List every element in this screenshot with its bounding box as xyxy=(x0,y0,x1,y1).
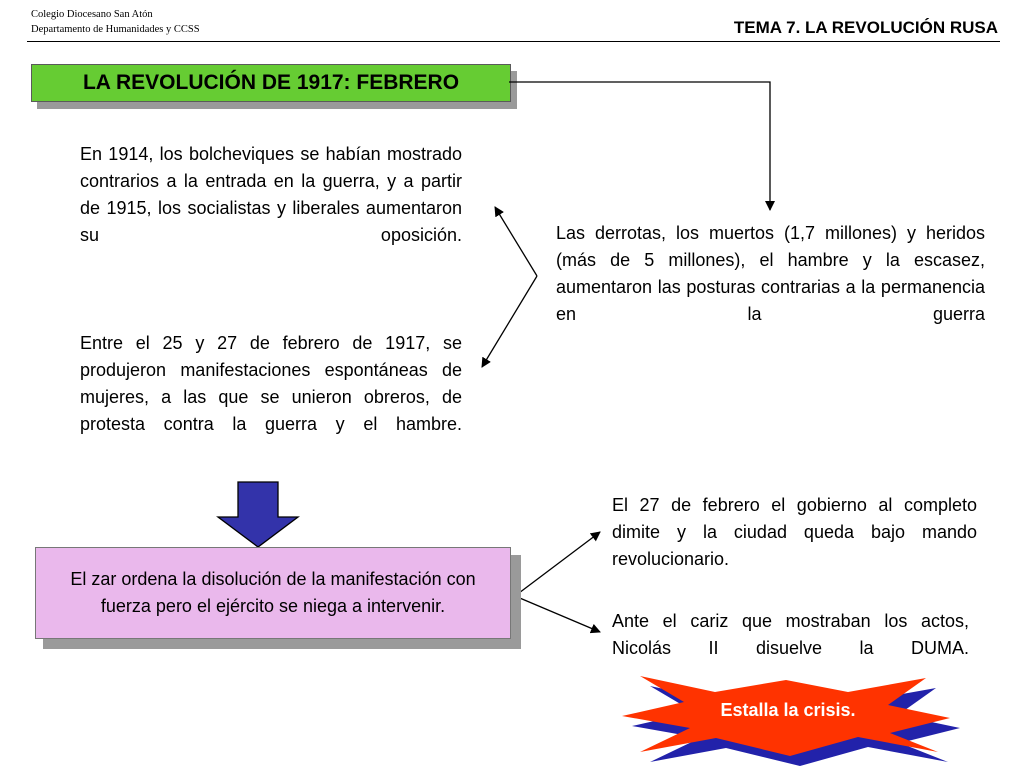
title-to-causes-connector xyxy=(509,82,770,210)
tsar-order-box: El zar ordena la disolución de la manifestación con fuerza pero el ejército se niega a intervenir. xyxy=(35,547,511,639)
tsar-to-p4-arrow xyxy=(515,532,600,596)
causes-to-p1-arrow xyxy=(495,207,537,276)
paragraph-opposition: En 1914, los bolcheviques se habían mostrado contrarios a la entrada en la guerra, y a partir de 1915, los socialistas y liberales aumentaron su oposición. xyxy=(80,144,462,245)
down-block-arrow xyxy=(218,482,298,547)
department-name: Departamento de Humanidades y CCSS xyxy=(31,24,200,35)
causes-to-p2-arrow xyxy=(482,276,537,367)
topic-title: TEMA 7. LA REVOLUCIÓN RUSA xyxy=(733,18,998,37)
paragraph-government-resigns: El 27 de febrero el gobierno al completo dimite y la ciudad queda bajo mando revolucionario. xyxy=(612,495,977,569)
slide-title: LA REVOLUCIÓN DE 1917: FEBRERO xyxy=(31,64,511,102)
paragraph-duma-dissolved: Ante el cariz que mostraban los actos, Nicolás II disuelve la DUMA. xyxy=(612,611,969,658)
paragraph-causes: Las derrotas, los muertos (1,7 millones) y heridos (más de 5 millones), el hambre y la escasez, aumentaron las posturas contrarias a la permanencia en la guerra xyxy=(556,223,985,324)
paragraph-demonstrations: Entre el 25 y 27 de febrero de 1917, se produjeron manifestaciones espontáneas de mujeres, a las que se unieron obreros, de protesta contra la guerra y el hambre. xyxy=(80,333,462,434)
school-name: Colegio Diocesano San Atón xyxy=(31,9,153,20)
tsar-to-p5-arrow xyxy=(515,596,600,632)
crisis-label: Estalla la crisis. xyxy=(720,700,856,720)
